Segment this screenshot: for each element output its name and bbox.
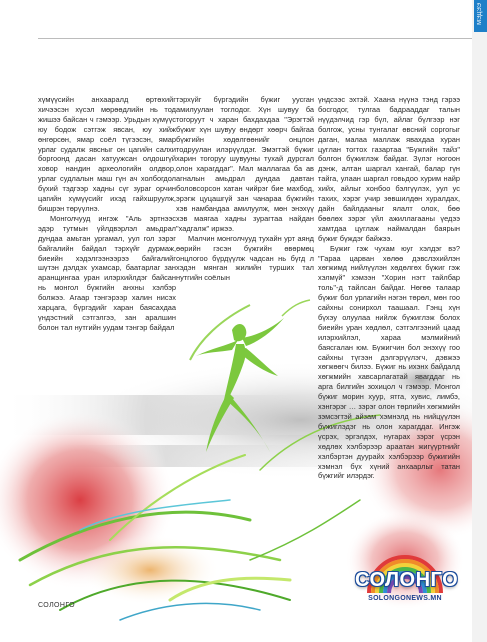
logo-url: SOLONGONEWS.MN	[368, 595, 442, 602]
paragraph: Монголчууд ингэж "Аль эртнээс эдэр тутмын үйлдвэрлэл амьдрал дундаа амьтан ургамал, уул гол зэрэг байгалийн байдал тэрхүйг дурмаж, биеийн хэдэлгээнээрээ байгалийг шүтэн дэлдэх ухамсар, баатарлаг зан аранщингаа уран илэрхийлдэг байсан нь монгол бүжгийн анхны хэлбэр болжээ. Агаар тэнгэрээр халин нисэх харцага, бүргэдийг харан баясахдаа үндэстний сэтгэлгээ, зан аралшин болон тал нутгийн уудам тэнгэр байдал	[38, 213, 176, 332]
right-margin-band	[472, 0, 487, 642]
section-tab	[474, 0, 487, 32]
text-column-2	[176, 95, 314, 283]
paragraph: хүмүүсийн анхааралд өртөхийг хичээсэн хүсэл мөрөөдлийн нь тод жишээ байсан ч гэмээр. Урьдын хүмүүс юу бодож сэтгэж явсан, юу хийж өнгөрсөн, ямар соёл түгээсэн, ямар урлаг судалж явсныг он цагийн салхи боргоонд дасан хатуужсан олдошгүй ховор нандин археологийн олдвор, урлаг судлалын маш гүн ач холбогдол бүхий тэдгээр хадны сүг зураг орчин цагийн хүмүүсийг ихэд гайхшруулж, бишрэн төрүүлнэ.	[38, 95, 176, 213]
solongo-logo	[355, 553, 459, 613]
section-tab-label: МЭДЭЭ	[477, 3, 483, 25]
footer-magazine-name: СОЛОНГО	[38, 602, 76, 609]
text-column-3	[318, 95, 460, 481]
logo-name: СОЛОНГО	[355, 569, 459, 591]
paragraph: тэрхүйг бүргэдийн бүжиг уусган амилуулан тоглодог. Хүн шувуу ба тогоруут ч харан бахдахдаа "Эрэгтэй бүжиг хүн шувуу өндөрт хөөрч байгаа бүжгийн хөдөлгөөнийг онцлон тодруулан илэрүүлдэг. Эмэгтэй бүжиг харин тогоруу шувууны тухай дурсгал олон харагддаг". Мал маллагаа ба ав агналын амьдрал дундаа давтан боловсорсон хатан чийрэг бие махбод, эрэгж цуцашгүй зан чанараа бүжгийн хэв намбандаа амилуулж, мөн энэхүү хэв маягаа хадны зурагтаа найдан "хадгалж" иржээ.	[176, 95, 314, 233]
paragraph: Малчин монголчууд тухайн урт аянд өөрийн гэсэн бүжгийн өвөрмөц онцлогоо бүрдүүлж чадсан нь бүгд л хэдэн мянган жилийн турших тал нутгийн соёлын	[176, 233, 314, 283]
paragraph: Бүжиг гэж чухам юуг хэлдэг вэ? "Гараа царван хөлөө дэвслэхийлэн хөгжимд нийлүүлэн хөдөлгөх бүжиг гэж хэлмүй" хэмээн "Хорин нэгт тайлбар толь"-д тайлсан байдаг. Нөгөө талаар бүжиг бол урлагийн нэгэн төрөл, мөн гоо сайхны сонирхол таашаал. Гэнц хүн бүхэу олуулаа нийлж бүжиглэж болох биеийн уран хөдлөл, сэтгэлгээний цаад илэрхийлэл, хараа мэлмийний баясгалан юм. Бүжигчин бол энэхүү гоо сайхны түгээн дэлгэрүүлэгч, дэвжээ хөгжөөгч билээ. Бүжиг нь ихэнх байдалд хөгжмийн хавсарлагатай явагддаг нь арга билгийн зохицол ч гэмээр. Монгол бүжиг морин хуур, ятга, хувис, лимбэ, хэнгэрэг … зэрэг олон төрлийн хөгжмийн зэмсэгтэй айзам хэмнэлд нь нийцүүлэн бүжиглэдэг нь олон харагддаг. Ингэж үсрэх, эргэлдэх, нугарах зэрэг үсрэн хөдлөх хэлбэрээр араатан жигүүртнийг хэлбэртэн дуурайх хэлбэрээр бүжигийн хэмнэл бүх хүний анхаарлыг татан бүжгийг илэрдэг.	[318, 243, 460, 481]
paragraph: үндсээс эхтэй. Хаана нүүнэ тэнд гэрээ босгодог, тулгаа бадрааддаг талын нүүдэлчид гэр бүл, айлаг бүлгээр нэг болгож, усны тунгалаг өвсний соргогыг даган, малаа маллаж явахдаа хуран цуглан тогтох газартаа "Бүжгийн тайз" болгон бүжиглэж байдаг. Зүлэг ногоон дэнж, алтан шаргал хангай, балар гүн тайга, улаан шаргал говьдоо хурим найр хийх, айлыг хонбоо бэлгүүлэх, уул ус тахих, хэрэг учир зөвшилдөн хуралдах, дайн байлдааныг ялалт олох, бөө бөөлөх зэрэг үйл ажиллагааны үедээ хамтдаа цуглаж наймалдан баярын бүжиг бүждэг байжээ.	[318, 95, 460, 243]
text-column-1	[38, 95, 176, 333]
top-rule	[38, 38, 472, 39]
